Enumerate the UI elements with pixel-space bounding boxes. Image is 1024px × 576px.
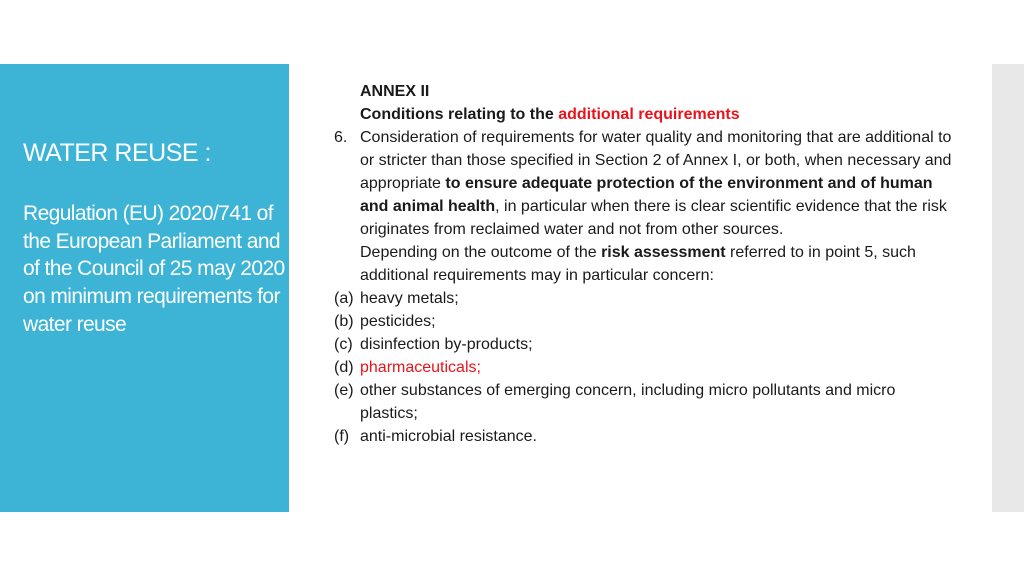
slide-title: WATER REUSE : [23, 139, 211, 167]
list-item [334, 333, 954, 356]
para2-part1: Depending on the outcome of the [360, 244, 602, 261]
para2-bold: risk assessment [601, 244, 726, 261]
list-text: other substances of emerging concern, including micro pollutants and micro plastics; [360, 382, 896, 422]
list-text: anti-microbial resistance. [360, 428, 537, 445]
item-6-paragraph-2 [334, 241, 954, 287]
conditions-prefix: Conditions relating to the [360, 106, 559, 123]
list-marker: (f) [334, 428, 350, 445]
list-marker: (c) [334, 336, 353, 353]
item-6-paragraph-1 [334, 126, 954, 241]
para2-part2: referred to in point 5, such additional requirements may in particular concern: [360, 244, 916, 284]
para1-bold: to ensure adequate protection of the environment and of human and animal health [360, 175, 933, 215]
right-scroll-strip [992, 64, 1024, 512]
para1-part2: , in particular when there is clear scientific evidence that the risk originates from reclaimed water and not from other sources. [360, 198, 947, 238]
list-text: disinfection by-products; [360, 336, 533, 353]
list-text: pesticides; [360, 313, 436, 330]
list-marker: (e) [334, 382, 354, 399]
list-item [334, 356, 954, 379]
list-item [334, 287, 954, 310]
para1-part1: Consideration of requirements for water quality and monitoring that are additional to or stricter than those specified in Section 2 of Annex I, or both, when necessary and appropriate [360, 129, 952, 192]
annex-heading-row [334, 80, 954, 103]
conditions-highlight: additional requirements [558, 106, 740, 123]
list-item [334, 379, 954, 425]
list-text-highlight: pharmaceuticals; [360, 359, 481, 376]
item-number: 6. [334, 129, 348, 146]
annex-heading: ANNEX II [360, 83, 430, 100]
list-marker: (b) [334, 313, 354, 330]
list-text: heavy metals; [360, 290, 459, 307]
list-marker: (a) [334, 290, 354, 307]
conditions-row [334, 103, 954, 126]
annex-content [334, 80, 954, 448]
list-item [334, 425, 954, 448]
slide-subtitle: Regulation (EU) 2020/741 of the European Parliament and of the Council of 25 may 2020 on minimum requirements for water reuse [23, 202, 285, 336]
conditions-heading [360, 103, 954, 126]
list-marker: (d) [334, 359, 354, 376]
list-item [334, 310, 954, 333]
